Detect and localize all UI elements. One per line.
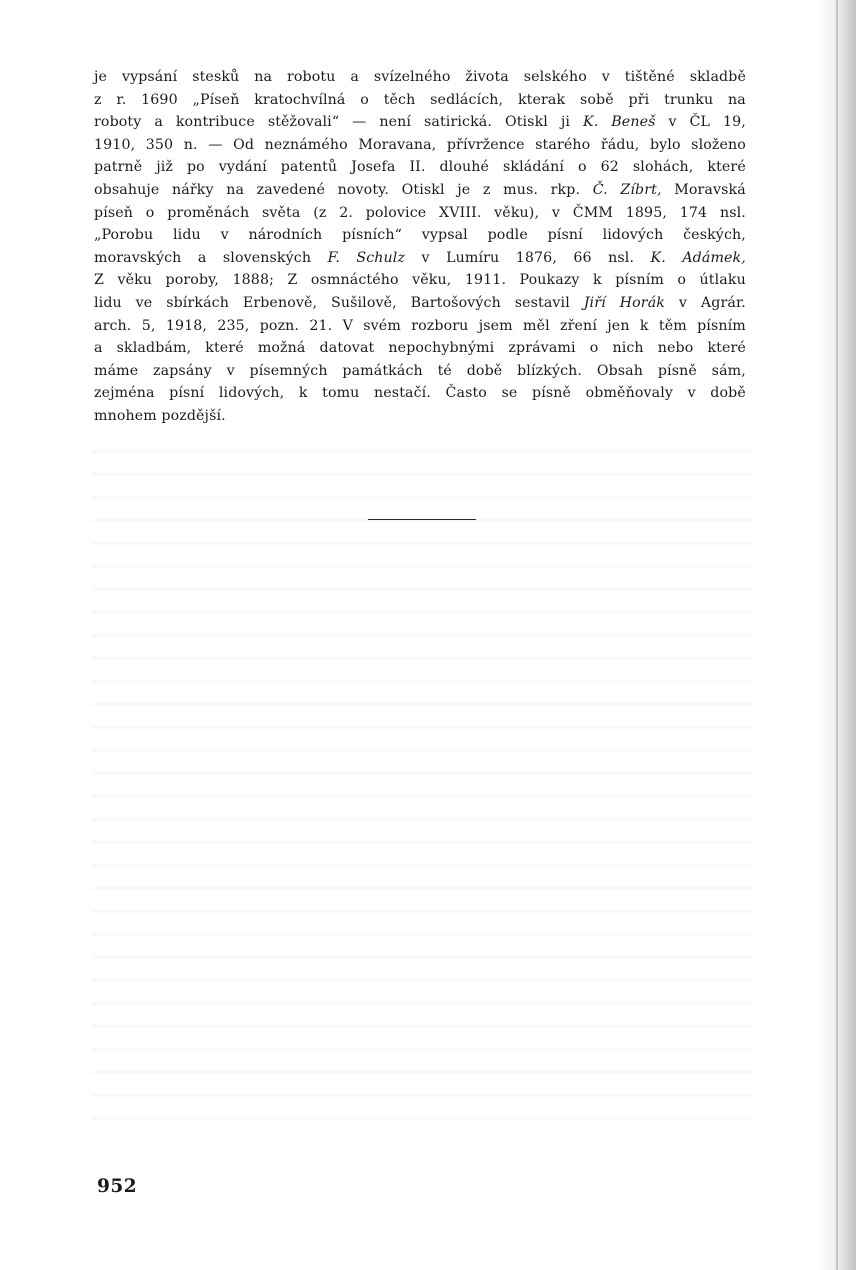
word: — — [352, 114, 367, 131]
word: života — [465, 69, 509, 85]
word: v — [668, 114, 677, 131]
text-line — [94, 269, 746, 292]
word: Adámek, — [682, 249, 746, 266]
word: Jiří — [583, 294, 606, 311]
word: vydání — [218, 159, 267, 176]
word: nebo — [657, 340, 694, 357]
word: o — [578, 159, 587, 176]
section-divider — [368, 519, 476, 520]
word: dlouhé — [439, 159, 490, 176]
word: 174 — [679, 204, 708, 221]
word: jen — [607, 317, 630, 334]
word: tištěné — [624, 69, 675, 85]
word: které — [707, 159, 746, 176]
word: jsem — [478, 317, 513, 334]
word: nsl. — [608, 249, 635, 266]
word: v — [220, 227, 229, 244]
word: při — [628, 91, 650, 108]
word: pozdější. — [161, 407, 226, 424]
word: 1895, — [625, 204, 667, 221]
word: svízelného — [373, 69, 451, 85]
word: 66 — [573, 249, 592, 266]
word: ČL — [689, 114, 711, 131]
word: Agrár. — [700, 294, 746, 311]
word: k — [298, 385, 308, 402]
word: sbírkách — [166, 294, 229, 311]
word: n. — [183, 136, 198, 153]
word: lidových — [602, 227, 664, 244]
word: slovenských — [222, 249, 312, 266]
text-line — [94, 315, 746, 338]
word: přívržence — [446, 136, 525, 153]
word: lidu — [94, 294, 122, 311]
word: slohách, — [632, 159, 694, 176]
word: Otiskl — [504, 114, 548, 131]
word: poroby, — [165, 272, 220, 289]
word: bylo — [649, 136, 681, 153]
word: písní — [169, 385, 205, 402]
word: robotu — [286, 69, 336, 85]
word: písemných — [249, 362, 328, 379]
word: trunku — [664, 91, 714, 108]
text-line — [94, 156, 746, 179]
word: neznámého — [264, 136, 348, 153]
word: „Píseň — [192, 91, 240, 108]
word: na — [254, 69, 273, 85]
word: se — [501, 385, 518, 402]
word: sedlácích, — [430, 91, 504, 108]
word: II. — [409, 159, 426, 176]
word: Poukazy — [519, 272, 580, 289]
word: které — [205, 340, 244, 357]
page-number: 952 — [97, 1176, 138, 1197]
word: máme — [94, 362, 139, 379]
word: skládání — [503, 159, 565, 176]
word: k — [639, 317, 649, 334]
word: národních — [248, 227, 323, 244]
word: a — [197, 249, 207, 266]
word: r. — [116, 91, 127, 108]
word: o — [589, 340, 599, 357]
word: F. — [327, 249, 340, 266]
word: řádu, — [600, 136, 640, 153]
word: K. — [650, 249, 666, 266]
word: památkách — [342, 362, 423, 379]
word: z — [94, 91, 102, 108]
word: K. — [582, 114, 599, 131]
word: zapsány — [153, 362, 212, 379]
word: pozn. — [259, 317, 300, 334]
word: patrně — [94, 159, 143, 176]
word: sobě — [579, 91, 614, 108]
word: ČMM — [572, 204, 614, 221]
word: — — [208, 136, 223, 153]
word: k — [593, 272, 602, 289]
word: 21. — [309, 317, 333, 334]
word: 2. — [339, 204, 353, 221]
word: 1876, — [515, 249, 557, 266]
word: ji — [560, 114, 571, 131]
word: (z — [313, 204, 327, 221]
footnote-paragraph — [94, 66, 746, 428]
word: Zíbrt, — [620, 181, 662, 198]
word: písně — [532, 385, 572, 402]
word: rkp. — [550, 181, 581, 198]
page-edge-line — [836, 0, 838, 1270]
word: 1910, — [94, 136, 136, 153]
word: je — [457, 181, 471, 198]
word: 1911. — [464, 272, 507, 289]
word: kratochvílná — [254, 91, 346, 108]
word: a — [350, 69, 359, 85]
word: Od — [233, 136, 255, 153]
word: českých, — [683, 227, 746, 244]
word: stěžovali“ — [267, 114, 340, 131]
word: Horák — [619, 294, 666, 311]
word: skladbě — [689, 69, 746, 85]
word: věku, — [412, 272, 452, 289]
word: lidových, — [218, 385, 285, 402]
word: XVIII. — [439, 204, 482, 221]
word: zejména — [94, 385, 155, 402]
word: světa — [261, 204, 301, 221]
word: o — [677, 272, 687, 289]
word: které — [707, 340, 746, 357]
word: o — [145, 204, 155, 221]
word: nich — [612, 340, 644, 357]
word: zavedené — [256, 181, 325, 198]
word: věku — [117, 272, 153, 289]
word: 1918, — [165, 317, 208, 334]
word: novoty. — [337, 181, 390, 198]
word: podle — [487, 227, 528, 244]
word: Erbenově, — [242, 294, 318, 311]
word: Otiskl — [401, 181, 445, 198]
word: těm — [658, 317, 687, 334]
word: písní — [547, 227, 583, 244]
word: proměnách — [167, 204, 250, 221]
word: vypsání — [121, 69, 178, 85]
word: V — [342, 317, 353, 334]
word: skladbám, — [116, 340, 192, 357]
word: Z — [287, 272, 298, 289]
word: arch. — [94, 317, 132, 334]
word: době — [710, 385, 746, 402]
word: Obsah — [596, 362, 644, 379]
word: písně — [657, 362, 697, 379]
word: zření — [560, 317, 597, 334]
word: rozboru — [411, 317, 469, 334]
word: obsahuje — [94, 181, 160, 198]
word: věku), — [494, 204, 540, 221]
word: na — [728, 91, 746, 108]
word: Moravská — [674, 181, 746, 198]
word: Beneš — [611, 114, 656, 131]
text-line — [94, 111, 746, 134]
word: mnohem — [94, 407, 157, 424]
word: a — [94, 340, 103, 357]
word: 5, — [141, 317, 156, 334]
word: v — [678, 294, 688, 311]
word: vypsal — [421, 227, 468, 244]
word: z — [482, 181, 491, 198]
word: již — [156, 159, 174, 176]
word: není — [379, 114, 412, 131]
word: zprávami — [508, 340, 576, 357]
word: svém — [363, 317, 401, 334]
word: o — [360, 91, 369, 108]
word: nepochybnými — [388, 340, 495, 357]
text-line — [94, 66, 746, 89]
word: možná — [257, 340, 306, 357]
text-line — [94, 292, 746, 315]
word: písním — [615, 272, 664, 289]
word: kterak — [517, 91, 566, 108]
word: Schulz — [356, 249, 406, 266]
word: v — [551, 204, 560, 221]
word: 1888; — [232, 272, 274, 289]
word: nestačí. — [374, 385, 431, 402]
word: 62 — [600, 159, 619, 176]
word: polovice — [365, 204, 427, 221]
word: stesků — [192, 69, 240, 85]
word: starého — [535, 136, 591, 153]
word: obměňovaly — [585, 385, 674, 402]
text-line — [94, 202, 746, 225]
word: na — [226, 181, 245, 198]
word: v — [601, 69, 610, 85]
text-line — [94, 337, 746, 360]
word: v — [687, 385, 696, 402]
word: 350 — [145, 136, 174, 153]
word: 235, — [217, 317, 250, 334]
text-line — [94, 224, 746, 247]
word: Lumíru — [446, 249, 500, 266]
word: měl — [523, 317, 550, 334]
word: Sušilově, — [331, 294, 397, 311]
word: blízkých. — [517, 362, 583, 379]
text-line — [94, 247, 746, 270]
word: době — [466, 362, 503, 379]
word: Č. — [592, 181, 608, 198]
word: píseň — [94, 204, 134, 221]
word: Často — [445, 385, 487, 402]
word: složeno — [691, 136, 746, 153]
word: písních“ — [342, 227, 402, 244]
word: a — [154, 114, 163, 131]
text-line — [94, 405, 746, 428]
word: „Porobu — [94, 227, 154, 244]
word: po — [186, 159, 205, 176]
word: patentů — [280, 159, 338, 176]
word: Z — [94, 272, 104, 289]
word: lidu — [173, 227, 201, 244]
word: písním — [697, 317, 746, 334]
word: je — [94, 69, 108, 85]
word: selského — [523, 69, 587, 85]
word: datovat — [319, 340, 375, 357]
word: ve — [135, 294, 153, 311]
word: Moravana, — [358, 136, 437, 153]
word: roboty — [94, 114, 142, 131]
text-line — [94, 382, 746, 405]
text-line — [94, 134, 746, 157]
word: mus. — [503, 181, 539, 198]
word: sestavil — [514, 294, 570, 311]
text-line — [94, 360, 746, 383]
word: v — [421, 249, 430, 266]
text-line — [94, 179, 746, 202]
text-line — [94, 89, 746, 112]
bleed-through-texture — [92, 430, 752, 1130]
word: moravských — [94, 249, 182, 266]
word: 19, — [722, 114, 746, 131]
word: útlaku — [699, 272, 746, 289]
word: nářky — [172, 181, 214, 198]
word: sám, — [711, 362, 746, 379]
word: tomu — [322, 385, 360, 402]
word: té — [437, 362, 452, 379]
word: Josefa — [351, 159, 396, 176]
word: kontribuce — [175, 114, 255, 131]
word: satirická. — [424, 114, 493, 131]
word: nsl. — [719, 204, 746, 221]
word: 1690 — [141, 91, 178, 108]
word: Bartošových — [410, 294, 501, 311]
word: osmnáctého — [310, 272, 399, 289]
word: těch — [383, 91, 416, 108]
word: v — [226, 362, 235, 379]
